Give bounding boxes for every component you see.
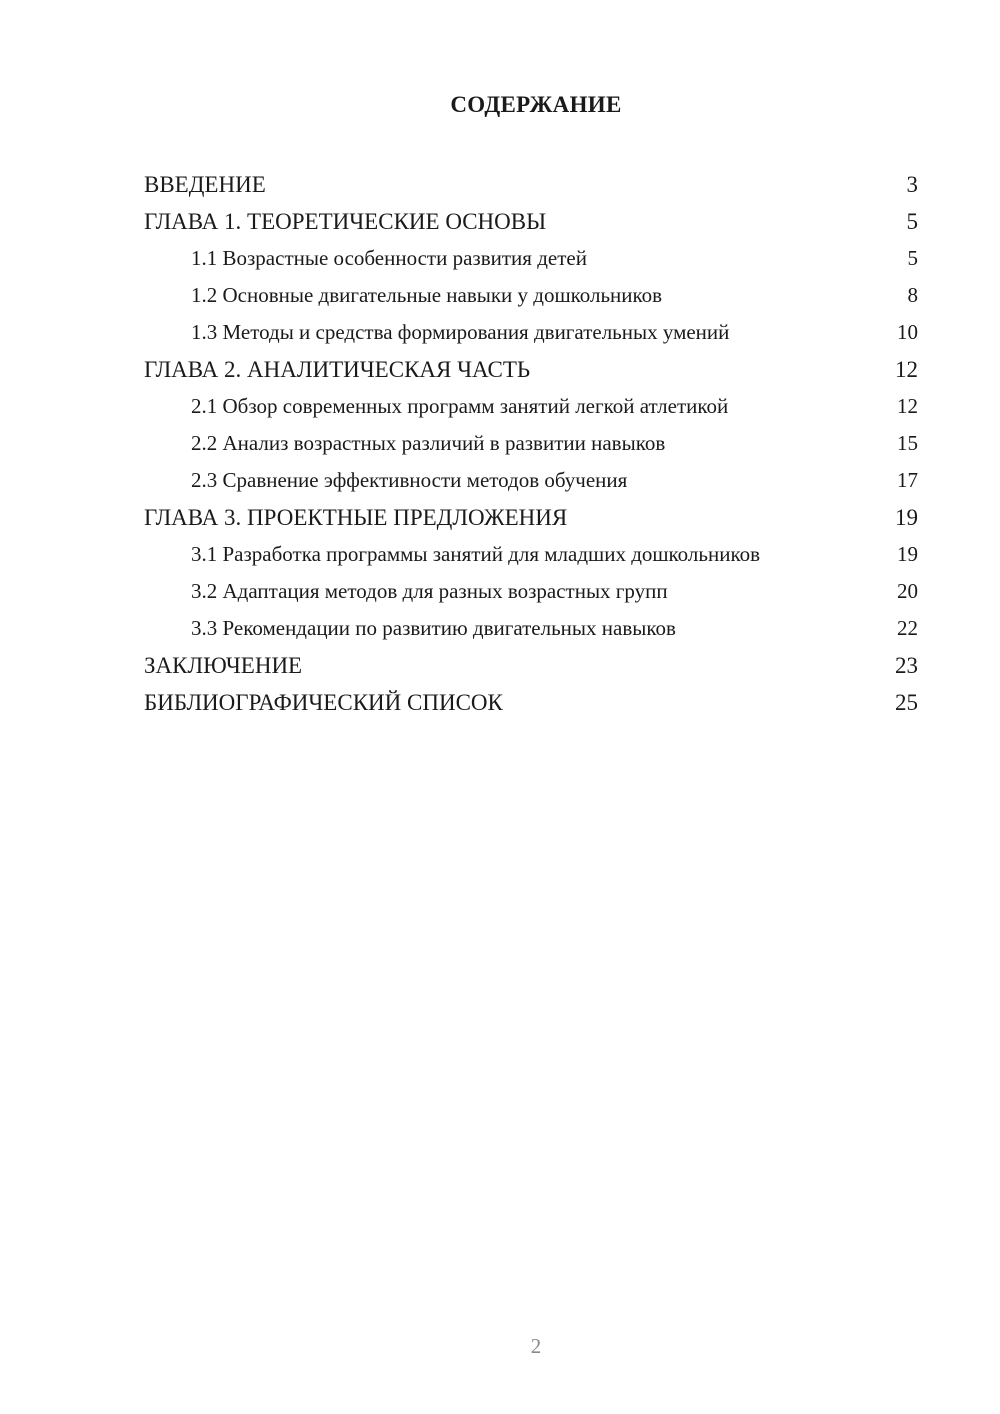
toc-entry-section-2-1[interactable] — [144, 388, 918, 425]
toc-entry-page: 5 — [906, 209, 918, 234]
toc-entry-section-1-3[interactable] — [144, 314, 918, 351]
toc-entry-conclusion[interactable] — [144, 647, 918, 684]
toc-entry-section-3-3[interactable] — [144, 610, 918, 647]
toc-entry-section-1-2[interactable] — [144, 277, 918, 314]
toc-entry-page: 5 — [907, 246, 918, 270]
table-of-contents — [144, 166, 918, 721]
toc-entry-page: 23 — [895, 653, 918, 678]
toc-entry-page: 19 — [895, 505, 918, 530]
toc-entry-label: 2.2 Анализ возрастных различий в развитии навыков — [191, 431, 666, 455]
toc-entry-bibliography[interactable] — [144, 684, 918, 721]
toc-entry-label: 2.1 Обзор современных программ занятий легкой атлетикой — [191, 394, 729, 418]
toc-entry-chapter-1[interactable] — [144, 203, 918, 240]
toc-entry-page: 17 — [897, 468, 918, 492]
toc-entry-page: 12 — [895, 357, 918, 382]
toc-entry-page: 25 — [895, 690, 918, 715]
toc-entry-section-3-1[interactable] — [144, 536, 918, 573]
toc-entry-section-1-1[interactable] — [144, 240, 918, 277]
toc-entry-page: 19 — [897, 542, 918, 566]
toc-entry-chapter-2[interactable] — [144, 351, 918, 388]
toc-entry-label: 2.3 Сравнение эффективности методов обучения — [191, 468, 628, 492]
toc-entry-label: 3.3 Рекомендации по развитию двигательных навыков — [191, 616, 676, 640]
toc-entry-label: ГЛАВА 2. АНАЛИТИЧЕСКАЯ ЧАСТЬ — [144, 357, 531, 382]
toc-entry-section-2-3[interactable] — [144, 462, 918, 499]
toc-entry-chapter-3[interactable] — [144, 499, 918, 536]
toc-entry-label: 1.1 Возрастные особенности развития детей — [191, 246, 587, 270]
toc-entry-page: 3 — [906, 172, 918, 197]
toc-entry-label: 1.3 Методы и средства формирования двигательных умений — [191, 320, 730, 344]
toc-entry-label: ГЛАВА 3. ПРОЕКТНЫЕ ПРЕДЛОЖЕНИЯ — [144, 505, 568, 530]
toc-entry-label: 3.2 Адаптация методов для разных возрастных групп — [191, 579, 668, 603]
toc-entry-page: 10 — [897, 320, 918, 344]
toc-entry-section-3-2[interactable] — [144, 573, 918, 610]
toc-entry-page: 15 — [897, 431, 918, 455]
toc-entry-label: ГЛАВА 1. ТЕОРЕТИЧЕСКИЕ ОСНОВЫ — [144, 209, 547, 234]
page-number: 2 — [530, 1334, 542, 1358]
toc-entry-label: ВВЕДЕНИЕ — [144, 172, 266, 197]
toc-entry-label: ЗАКЛЮЧЕНИЕ — [144, 653, 303, 678]
toc-entry-page: 8 — [907, 283, 918, 307]
toc-entry-label: 1.2 Основные двигательные навыки у дошкольников — [191, 283, 663, 307]
toc-title: СОДЕРЖАНИЕ — [450, 92, 622, 117]
toc-entry-page: 20 — [897, 579, 918, 603]
toc-entry-label: 3.1 Разработка программы занятий для младших дошкольников — [191, 542, 760, 566]
toc-entry-page: 12 — [897, 394, 918, 418]
toc-entry-introduction[interactable] — [144, 166, 918, 203]
toc-entry-page: 22 — [897, 616, 918, 640]
toc-entry-section-2-2[interactable] — [144, 425, 918, 462]
toc-entry-label: БИБЛИОГРАФИЧЕСКИЙ СПИСОК — [144, 690, 503, 715]
